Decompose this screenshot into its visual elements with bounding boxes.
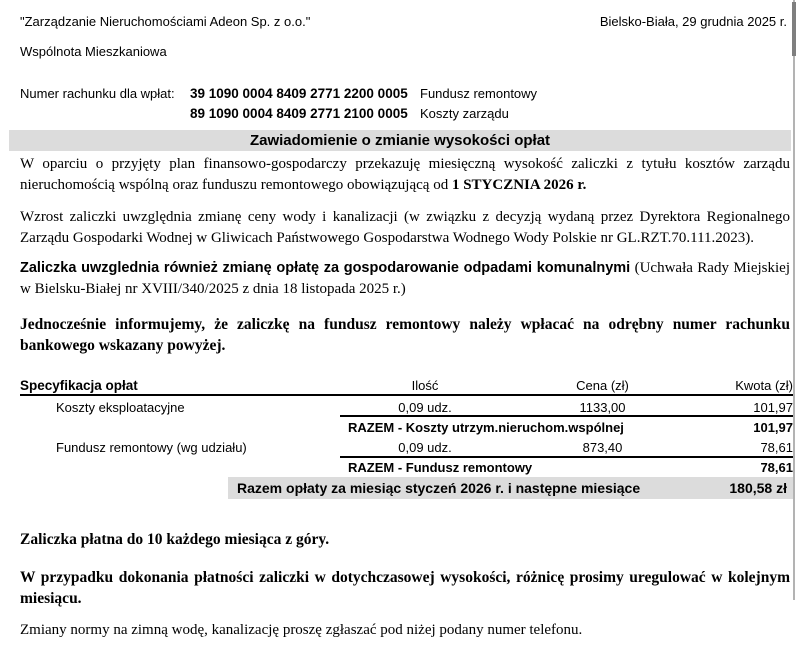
company-name: "Zarządzanie Nieruchomościami Adeon Sp. z o.o."	[20, 14, 311, 29]
account-purpose-remont: Fundusz remontowy	[420, 86, 538, 101]
paragraph-water-norms: Zmiany normy na zimną wodę, kanalizację proszę zgłaszać pod niżej podany numer telefonu.	[20, 622, 583, 638]
subtotal-amount: 101,97	[753, 420, 793, 435]
subtotal-label: RAZEM - Fundusz remontowy	[348, 460, 533, 475]
row-name: Koszty eksploatacyjne	[56, 400, 185, 415]
scrollbar-thumb[interactable]	[792, 2, 796, 56]
row-qty: 0,09 udz.	[398, 400, 452, 415]
col-header-price: Cena (zł)	[576, 378, 629, 393]
table-header-rule	[20, 394, 793, 396]
row-price: 1133,00	[579, 400, 626, 415]
table-row-fundusz-remontowy	[20, 440, 793, 456]
paragraph-payment-deadline: Zaliczka płatna do 10 każdego miesiąca z góry.	[20, 531, 330, 548]
row-price: 873,40	[582, 440, 623, 455]
table-row-razem-koszty	[348, 420, 793, 436]
paragraph-water-increase: Wzrost zaliczki uwzględnia zmianę ceny wody i kanalizacji (w związku z decyzją wydaną przez Dyrektora Regionalnego Zarządu Gospodarki Wodnej w Gliwicach Państwowego Gospodarstwa Wodnego Wody Polskie nr GL.RZT.70.111.2023).	[20, 209, 790, 246]
total-label: Razem opłaty za miesiąc styczeń 2026 r. i następne miesiące	[237, 480, 641, 496]
paragraph-intro-text: W oparciu o przyjęty plan finansowo-gospodarczy przekazuję miesięczną wysokość zaliczki z tytułu kosztów zarządu nieruchomością wspólną oraz funduszu remontowego obowiązującą od	[20, 156, 790, 193]
col-header-amount: Kwota (zł)	[735, 378, 793, 393]
table-row-koszty-eksploatacyjne	[20, 400, 793, 416]
table-row-razem-fundusz	[348, 460, 793, 476]
paragraph-waste-fee	[20, 258, 790, 300]
effective-date: 1 STYCZNIA 2026 r.	[451, 177, 587, 193]
account-purpose-zarzad: Koszty zarządu	[420, 106, 509, 121]
document-header	[20, 14, 787, 29]
total-amount: 180,58 zł	[729, 480, 787, 496]
waste-fee-bold-text: Zaliczka uwzglednia również zmianę opłatę za gospodarowanie odpadami komunalnymi	[20, 260, 631, 276]
subtotal-rule-1	[340, 415, 793, 417]
paragraph-underpayment: W przypadku dokonania płatności zaliczki w dotychczasowej wysokości, różnicę prosimy uregulować w kolejnym miesiącu.	[20, 569, 790, 607]
total-band	[228, 477, 795, 499]
row-amount: 101,97	[753, 400, 793, 415]
col-header-name: Specyfikacja opłat	[20, 378, 138, 393]
subtotal-rule-2	[340, 456, 793, 458]
waste-fee-resolution-text: (Uchwała Rady Miejskiej w Bielsku-Białej nr XVIII/340/2025 z dnia 18 listopada 2025 r.)	[20, 260, 791, 297]
row-name: Fundusz remontowy (wg udziału)	[56, 440, 247, 455]
subtotal-amount: 78,61	[760, 460, 793, 475]
paragraph-intro	[20, 154, 790, 196]
place-and-date: Bielsko-Biała, 29 grudnia 2025 r.	[599, 14, 787, 29]
spec-table-header	[20, 378, 793, 394]
account-number-remont: 39 1090 0004 8409 2771 2200 0005	[190, 86, 408, 101]
account-number-zarzad: 89 1090 0004 8409 2771 2100 0005	[190, 106, 408, 121]
notice-title-banner: Zawiadomienie o zmianie wysokości opłat	[9, 130, 791, 151]
community-name: Wspólnota Mieszkaniowa	[20, 44, 167, 59]
row-amount: 78,61	[760, 440, 793, 455]
row-qty: 0,09 udz.	[398, 440, 452, 455]
paragraph-separate-account: Jednocześnie informujemy, że zaliczkę na fundusz remontowy należy wpłacać na odrębny numer rachunku bankowego wskazany powyżej.	[20, 316, 790, 354]
account-numbers-label: Numer rachunku dla wpłat:	[20, 86, 175, 101]
subtotal-label: RAZEM - Koszty utrzym.nieruchom.wspólnej	[348, 420, 624, 435]
col-header-qty: Ilość	[411, 378, 439, 393]
scrollbar-track[interactable]	[793, 0, 795, 600]
